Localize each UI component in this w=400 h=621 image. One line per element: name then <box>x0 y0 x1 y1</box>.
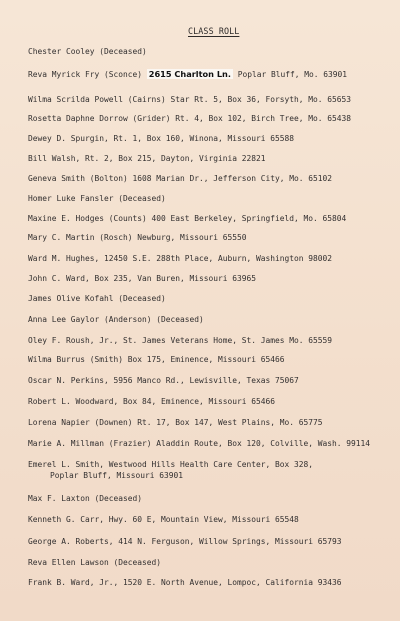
stamped-address: 2615 Charlton Ln. <box>148 69 231 79</box>
entry-text: Chester Cooley (Deceased) <box>28 47 147 56</box>
entry-text: Lorena Napier (Downen) Rt. 17, Box 147, West Plains, Mo. 65775 <box>28 418 323 427</box>
roll-entry <box>28 273 398 284</box>
roll-entry <box>28 173 398 184</box>
roll-entry <box>28 459 398 481</box>
roll-entry <box>28 232 398 243</box>
roll-entry <box>28 193 398 204</box>
entry-text: Poplar Bluff, Mo. 63901 <box>233 70 348 79</box>
entry-text: Rosetta Daphne Dorrow (Grider) Rt. 4, Box 102, Birch Tree, Mo. 65438 <box>28 114 352 123</box>
roll-entry <box>28 293 398 304</box>
entry-text: George A. Roberts, 414 N. Ferguson, Willow Springs, Missouri 65793 <box>28 537 342 546</box>
roll-entry <box>28 514 398 525</box>
entry-text: Oley F. Roush, Jr., St. James Veterans Home, St. James Mo. 65559 <box>28 336 333 345</box>
roll-entry <box>28 69 398 80</box>
roll-entry <box>28 396 398 407</box>
entry-text: James Olive Kofahl (Deceased) <box>28 294 166 303</box>
roll-entry <box>28 536 398 547</box>
entry-text: Mary C. Martin (Rosch) Newburg, Missouri 65550 <box>28 233 247 242</box>
roll-entry <box>28 153 398 164</box>
roll-entry <box>28 46 398 57</box>
entry-text: Dewey D. Spurgin, Rt. 1, Box 160, Winona, Missouri 65588 <box>28 134 295 143</box>
entry-text: Kenneth G. Carr, Hwy. 60 E, Mountain View, Missouri 65548 <box>28 515 299 524</box>
entry-text: Wilma Burrus (Smith) Box 175, Eminence, Missouri 65466 <box>28 355 285 364</box>
entry-text: Wilma Scrilda Powell (Cairns) Star Rt. 5, Box 36, Forsyth, Mo. 65653 <box>28 95 352 104</box>
entry-text: Oscar N. Perkins, 5956 Manco Rd., Lewisville, Texas 75067 <box>28 376 299 385</box>
roll-entry <box>28 213 398 224</box>
entry-text: John C. Ward, Box 235, Van Buren, Missouri 63965 <box>28 274 257 283</box>
entry-text: Anna Lee Gaylor (Anderson) (Deceased) <box>28 315 204 324</box>
entry-text: Frank B. Ward, Jr., 1520 E. North Avenue, Lompoc, California 93436 <box>28 578 342 587</box>
roll-entry <box>28 354 398 365</box>
roll-entry <box>28 133 398 144</box>
roll-entry <box>28 253 398 264</box>
roll-entry <box>28 417 398 428</box>
entry-text: Emerel L. Smith, Westwood Hills Health Care Center, Box 328, <box>28 460 314 469</box>
roll-entry <box>28 335 398 346</box>
roll-entry <box>28 113 398 124</box>
entry-text: Maxine E. Hodges (Counts) 400 East Berkeley, Springfield, Mo. 65804 <box>28 214 347 223</box>
roll-entry <box>28 94 398 105</box>
roll-entry <box>28 438 398 449</box>
entry-text: Ward M. Hughes, 12450 S.E. 288th Place, Auburn, Washington 98002 <box>28 254 333 263</box>
roll-entry <box>28 577 398 588</box>
entry-continuation: Poplar Bluff, Missouri 63901 <box>50 471 184 480</box>
entry-text: Reva Ellen Lawson (Deceased) <box>28 558 162 567</box>
roll-entry <box>28 557 398 568</box>
roll-entry <box>28 493 398 504</box>
roll-entry <box>28 314 398 325</box>
entry-text: Reva Myrick Fry (Sconce) <box>28 70 147 79</box>
page-title: CLASS ROLL <box>188 26 240 36</box>
entry-text: Max F. Laxton (Deceased) <box>28 494 143 503</box>
entry-text: Bill Walsh, Rt. 2, Box 215, Dayton, Virginia 22821 <box>28 154 266 163</box>
entry-text: Geneva Smith (Bolton) 1608 Marian Dr., Jefferson City, Mo. 65102 <box>28 174 333 183</box>
roll-entry <box>28 375 398 386</box>
entry-text: Marie A. Millman (Frazier) Aladdin Route, Box 120, Colville, Wash. 99114 <box>28 439 371 448</box>
entry-text: Robert L. Woodward, Box 84, Eminence, Missouri 65466 <box>28 397 276 406</box>
entry-text: Homer Luke Fansler (Deceased) <box>28 194 166 203</box>
